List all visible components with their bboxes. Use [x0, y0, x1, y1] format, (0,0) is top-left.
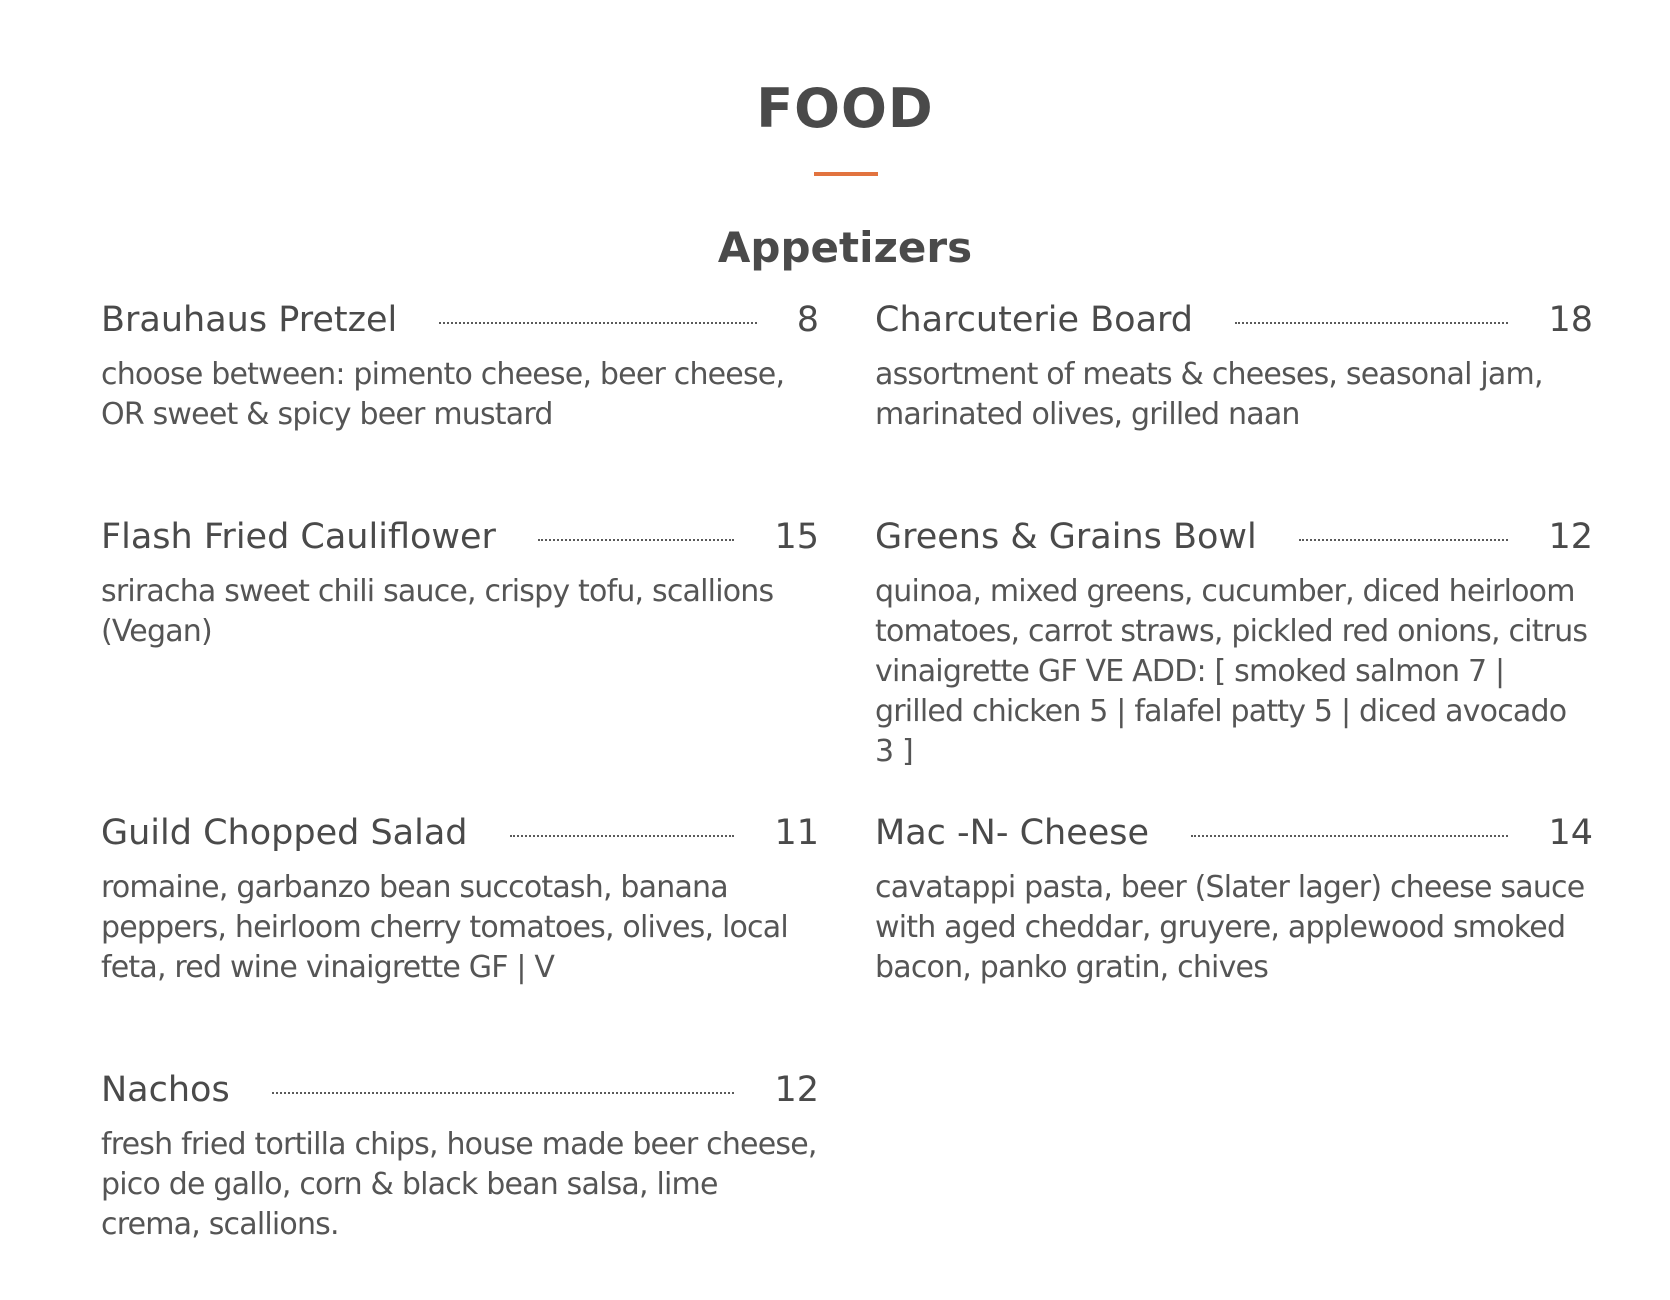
menu-item-name: Nachos: [101, 1070, 230, 1110]
menu-item-description: sriracha sweet chili sauce, crispy tofu, scallions (Vegan): [101, 574, 774, 649]
dotted-leader: [272, 1092, 735, 1094]
menu-item-price: 11: [774, 813, 819, 853]
menu-item-header: [875, 295, 1593, 345]
dotted-leader: [538, 539, 735, 541]
menu-item-description: fresh fried tortilla chips, house made beer cheese, pico de gallo, corn & black bean salsa, lime crema, scallions.: [101, 1127, 817, 1242]
menu-item-mac-n-cheese: [875, 808, 1593, 988]
dotted-leader: [1299, 539, 1509, 541]
menu-item-price: 15: [774, 517, 819, 557]
menu-item-header: [101, 295, 819, 345]
menu-item-nachos: [101, 1065, 819, 1245]
menu-item-header: [101, 1065, 819, 1115]
menu-item-name: Guild Chopped Salad: [101, 813, 468, 853]
menu-item-name: Charcuterie Board: [875, 300, 1194, 340]
menu-item-description: cavatappi pasta, beer (Slater lager) cheese sauce with aged cheddar, gruyere, applewood smoked bacon, panko gratin, chives: [875, 870, 1585, 985]
menu-item-description: romaine, garbanzo bean succotash, banana peppers, heirloom cherry tomatoes, olives, local feta, red wine vinaigrette GF | V: [101, 870, 788, 985]
menu-item-description: choose between: pimento cheese, beer cheese, OR sweet & spicy beer mustard: [101, 357, 785, 432]
menu-item-name: Flash Fried Cauliflower: [101, 517, 496, 557]
dotted-leader: [439, 322, 757, 324]
page-title: FOOD: [756, 77, 934, 140]
menu-item-price: 18: [1548, 300, 1593, 340]
menu-item-header: [101, 512, 819, 562]
menu-item-greens-grains-bowl: [875, 512, 1593, 772]
menu-item-name: Brauhaus Pretzel: [101, 300, 398, 340]
menu-item-guild-chopped-salad: [101, 808, 819, 988]
menu-item-price: 12: [1548, 517, 1593, 557]
menu-item-header: [101, 808, 819, 858]
section-heading-appetizers: Appetizers: [717, 223, 973, 272]
menu-item-price: 8: [796, 300, 819, 340]
menu-item-name: Greens & Grains Bowl: [875, 517, 1257, 557]
menu-item-name: Mac -N- Cheese: [875, 813, 1150, 853]
menu-item-brauhaus-pretzel: [101, 295, 819, 435]
dotted-leader: [1235, 322, 1508, 324]
menu-item-header: [875, 512, 1593, 562]
menu-item-header: [875, 808, 1593, 858]
dotted-leader: [510, 835, 735, 837]
menu-item-description: assortment of meats & cheeses, seasonal jam, marinated olives, grilled naan: [875, 357, 1543, 432]
menu-item-price: 12: [774, 1070, 819, 1110]
menu-item-description: quinoa, mixed greens, cucumber, diced heirloom tomatoes, carrot straws, pickled red onions, citrus vinaigrette GF VE ADD: [ smoked salmon 7 | grilled chicken 5 | falafel patty 5 | diced avocado 3 ]: [875, 574, 1588, 769]
dotted-leader: [1191, 835, 1508, 837]
title-divider: [814, 172, 878, 176]
menu-item-price: 14: [1548, 813, 1593, 853]
menu-item-flash-fried-cauliflower: [101, 512, 819, 652]
menu-item-charcuterie-board: [875, 295, 1593, 435]
